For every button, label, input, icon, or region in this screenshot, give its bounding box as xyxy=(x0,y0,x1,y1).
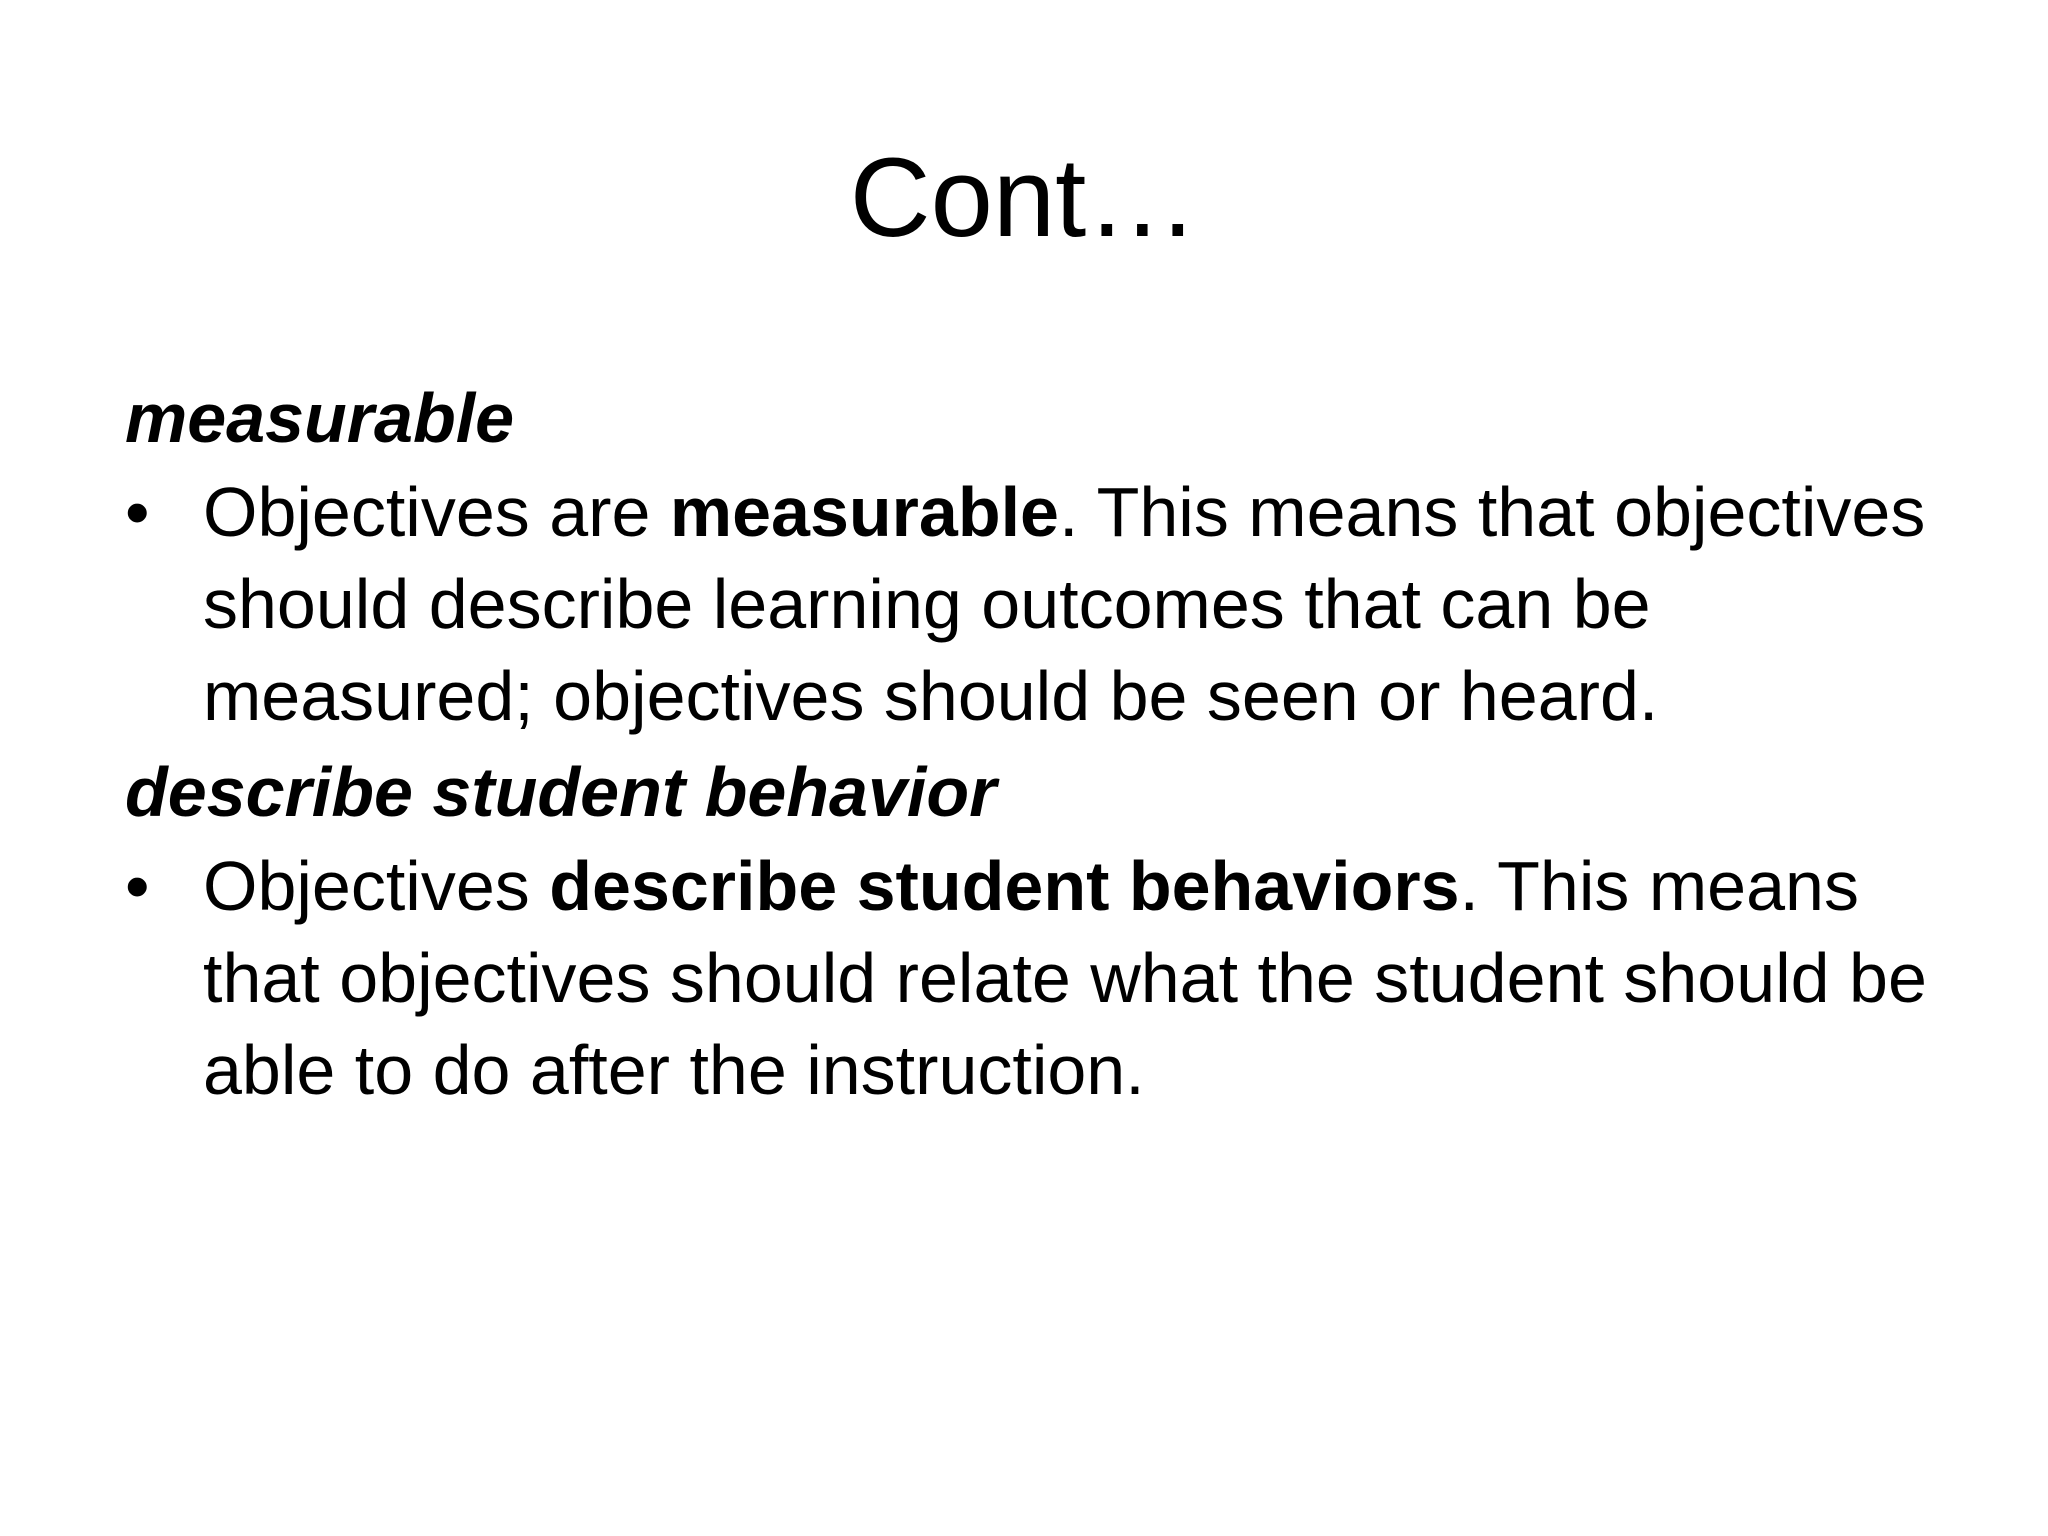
bullet-text-emphasis: describe student behaviors xyxy=(549,847,1460,925)
bullet-text-suffix: . This means that objectives should describe learning outcomes that can be measured; objectives should be seen or heard. xyxy=(203,473,1926,735)
slide-title: Cont… xyxy=(849,135,1199,260)
bullet-describe-student-behaviors xyxy=(125,840,1935,1116)
bullet-marker: • xyxy=(125,847,150,925)
section-heading-measurable: measurable xyxy=(125,379,515,457)
bullet-text-prefix: Objectives xyxy=(203,847,550,925)
slide-content xyxy=(125,372,1935,1116)
bullet-marker: • xyxy=(125,473,150,551)
bullet-text-suffix: . This means that objectives should relate what the student should be able to do after the instruction. xyxy=(203,847,1927,1109)
bullet-text-emphasis: measurable xyxy=(669,473,1059,551)
section-heading-describe-student-behavior: describe student behavior xyxy=(125,753,997,831)
bullet-measurable xyxy=(125,466,1935,742)
bullet-text-prefix: Objectives are xyxy=(203,473,670,551)
